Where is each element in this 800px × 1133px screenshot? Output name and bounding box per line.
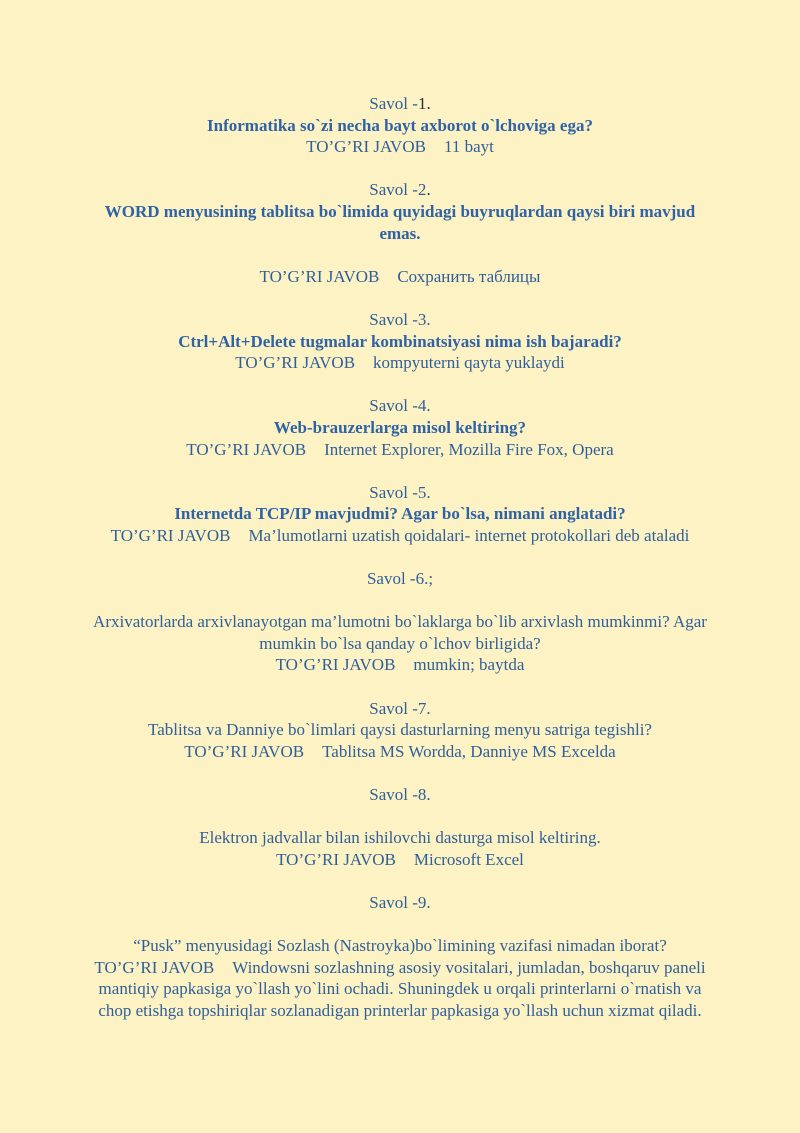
- answer-label: TO’G’RI JAVOB: [186, 439, 307, 459]
- answer-label: TO’G’RI JAVOB: [276, 849, 396, 869]
- answer-label: TO’G’RI JAVOB: [110, 525, 231, 545]
- question-5-number: Savol -5.: [369, 482, 431, 502]
- answer-label: TO’G’RI JAVOB: [259, 266, 380, 286]
- answer-1: TO’G’RI JAVOB 11 bayt: [306, 137, 494, 157]
- question-4-number: Savol -4.: [369, 396, 431, 416]
- question-6-text: Arxivatorlarda arxivlanayotgan ma’lumotni bo`laklarga bo`lib arxivlash mumkinmi? Agar mumkin bo`lsa qanday o`lchov birligida?: [93, 612, 707, 653]
- question-1-number: Savol -1.: [369, 94, 431, 113]
- question-5-text: Internetda TCP/IP mavjudmi? Agar bo`lsa, nimani anglatadi?: [174, 504, 626, 524]
- question-2-text: WORD menyusining tablitsa bo`limida quyidagi buyruqlardan qaysi biri mavjud emas.: [104, 201, 696, 243]
- question-1-text: Informatika so`zi necha bayt axborot o`lchoviga ega?: [207, 115, 593, 135]
- question-9-number: Savol -9.: [369, 892, 431, 912]
- question-4-text: Web-brauzerlarga misol keltiring?: [273, 417, 527, 437]
- answer-6: TO’G’RI JAVOB mumkin; baytda: [275, 655, 525, 675]
- answer-label: TO’G’RI JAVOB: [275, 655, 396, 675]
- question-6-number: Savol -6.;: [366, 569, 434, 589]
- answer-label: TO’G’RI JAVOB: [94, 957, 215, 977]
- answer-5: TO’G’RI JAVOB Ma’lumotlarni uzatish qoidalari- internet protokollari deb ataladi: [110, 525, 690, 545]
- answer-7: TO’G’RI JAVOB Tablitsa MS Wordda, Danniye MS Excelda: [184, 741, 616, 761]
- answer-2: TO’G’RI JAVOB Сохранить таблицы: [259, 266, 541, 286]
- question-3-text: Ctrl+Alt+Delete tugmalar kombinatsiyasi nima ish bajaradi?: [178, 331, 622, 351]
- question-7-text: Tablitsa va Danniye bo`limlari qaysi dasturlarning menyu satriga tegishli?: [148, 720, 652, 740]
- answer-label: TO’G’RI JAVOB: [235, 353, 356, 373]
- answer-3: TO’G’RI JAVOB kompyuterni qayta yuklaydi: [235, 353, 565, 373]
- question-9-text: “Pusk” menyusidagi Sozlash (Nastroyka)bo`limining vazifasi nimadan iborat?: [133, 936, 667, 956]
- question-2-number: Savol -2.: [369, 180, 431, 200]
- answer-label: TO’G’RI JAVOB: [184, 741, 305, 761]
- answer-8: TO’G’RI JAVOB Microsoft Excel: [276, 849, 524, 869]
- answer-4: TO’G’RI JAVOB Internet Explorer, Mozilla Fire Fox, Opera: [186, 439, 614, 459]
- question-8-number: Savol -8.: [369, 785, 431, 804]
- question-7-number: Savol -7.: [369, 698, 431, 718]
- question-8-text: Elektron jadvallar bilan ishilovchi dasturga misol keltiring.: [199, 828, 601, 848]
- question-3-number: Savol -3.: [369, 309, 431, 329]
- answer-9: TO’G’RI JAVOB Windowsni sozlashning asosiy vositalari, jumladan, boshqaruv paneli mantiqiy papkasiga yo`llash yo`lini ochadi. Shuningdek u orqali printerlarni o`rnatish va chop etishga topshiriqlar sozlanadigan printerlar papkasiga yo`llash uchun xizmat qiladi.: [94, 957, 706, 1020]
- answer-label: TO’G’RI JAVOB: [306, 137, 426, 157]
